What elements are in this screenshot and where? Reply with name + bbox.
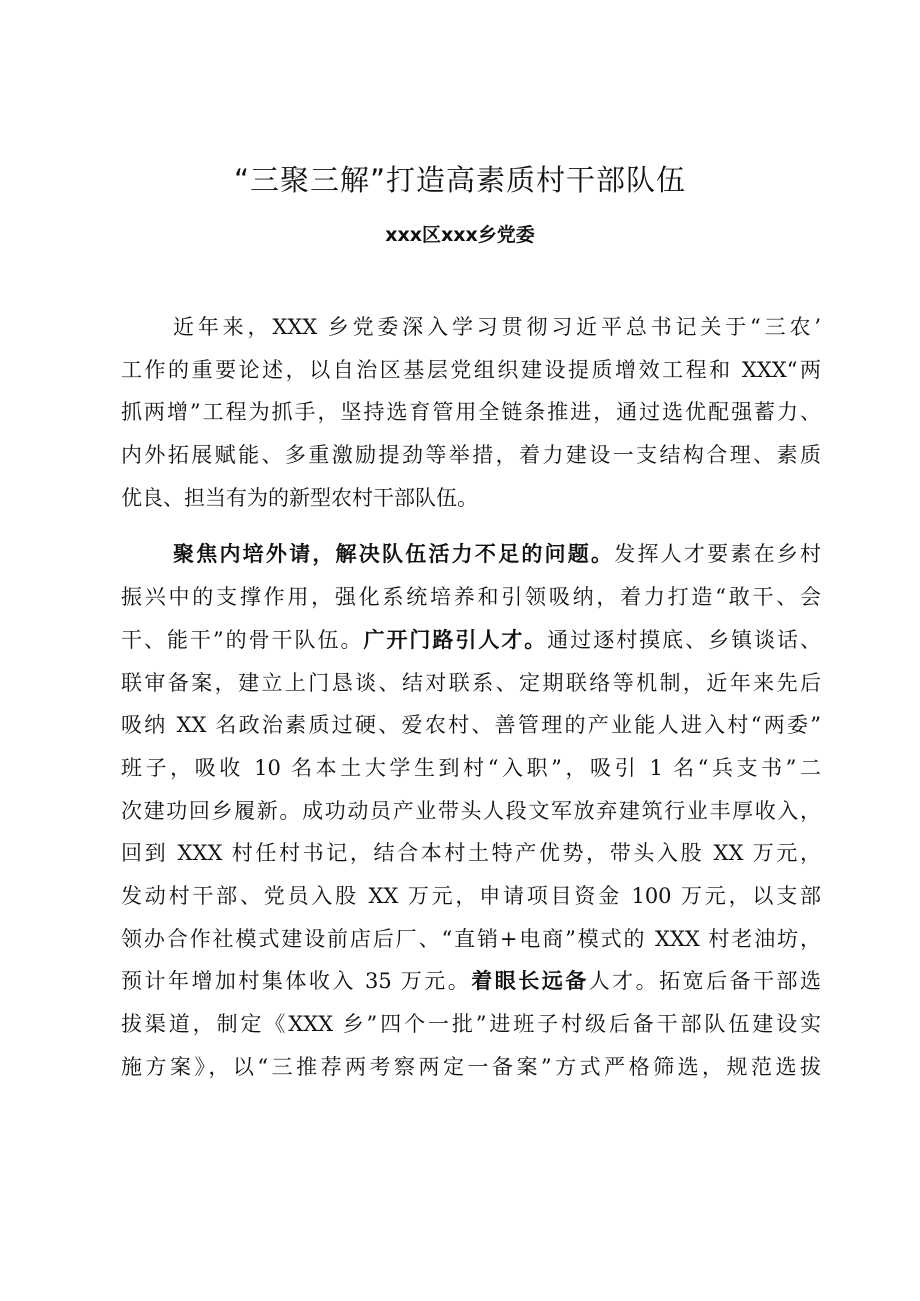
paragraph-focus bbox=[121, 533, 821, 1088]
document-author: xxx区xxx乡党委 bbox=[385, 224, 535, 246]
section-heading: 聚焦内培外请，解决队伍活力不足的问题。 bbox=[173, 541, 615, 567]
text-line bbox=[121, 619, 821, 662]
text-line: 振兴中的支撑作用，强化系统培养和引领吸纳，着力打造“敢干、会 bbox=[121, 585, 821, 610]
text-span: 发挥人才要素在乡村 bbox=[614, 542, 822, 567]
text-line: 工作的重要论述，以自治区基层党组织建设提质增效工程和 XXX“两 bbox=[121, 357, 821, 382]
text-line: 班子，吸收 10 名本土大学生到村“入职”，吸引 1 名“兵支书”二 bbox=[121, 755, 821, 780]
text-line: 拔渠道，制定《XXX 乡”四个一批”进班子村级后备干部队伍建设实 bbox=[121, 1012, 821, 1036]
subsection-heading: 着眼长远备 bbox=[471, 968, 589, 994]
paragraph-spacer bbox=[121, 519, 821, 533]
text-line: 次建功回乡履新。成功动员产业带头人段文军放弃建筑行业丰厚收入， bbox=[121, 798, 821, 823]
text-line: 领办合作社模式建设前店后厂、“直销+电商”模式的 XXX 村老油坊， bbox=[121, 926, 821, 951]
text-line: 优良、担当有为的新型农村干部队伍。 bbox=[121, 485, 478, 510]
text-span: 预计年增加村集体收入 35 万元。 bbox=[121, 969, 472, 994]
text-line bbox=[121, 533, 821, 576]
text-span: 干、能干”的骨干队伍。 bbox=[121, 627, 364, 652]
text-line: 联审备案，建立上门恳谈、结对联系、定期联络等机制，近年来先后 bbox=[121, 670, 821, 695]
text-line: 发动村干部、党员入股 XX 万元，申请项目资金 100 万元，以支部 bbox=[121, 883, 821, 908]
text-line: 近年来，XXX 乡党委深入学习贯彻习近平总书记关于“三农’ bbox=[173, 315, 821, 339]
text-line: 抓两增”工程为抓手，坚持选育管用全链条推进，通过选优配强蓄力、 bbox=[121, 400, 821, 425]
text-line: 吸纳 XX 名政治素质过硬、爱农村、善管理的产业能人进入村“两委” bbox=[121, 713, 821, 738]
text-line: 内外拓展赋能、多重激励提劲等举措，着力建设一支结构合理、素质 bbox=[121, 443, 821, 468]
document-title: “三聚三解”打造高素质村干部队伍 bbox=[233, 163, 687, 197]
text-line bbox=[121, 960, 821, 1003]
text-span: 人才。拓宽后备干部选 bbox=[588, 969, 822, 994]
document-body bbox=[121, 306, 821, 1088]
subsection-heading: 广开门路引人才。 bbox=[363, 626, 548, 652]
paragraph-intro bbox=[121, 306, 821, 519]
text-span: 通过逐村摸底、乡镇谈话、 bbox=[547, 627, 822, 652]
text-line: 回到 XXX 村任村书记，结合本村土特产优势，带头入股 XX 万元， bbox=[121, 841, 821, 866]
text-line: 施方案》，以“三推荐两考察两定一备案”方式严格筛选，规范选拔 bbox=[121, 1054, 821, 1079]
